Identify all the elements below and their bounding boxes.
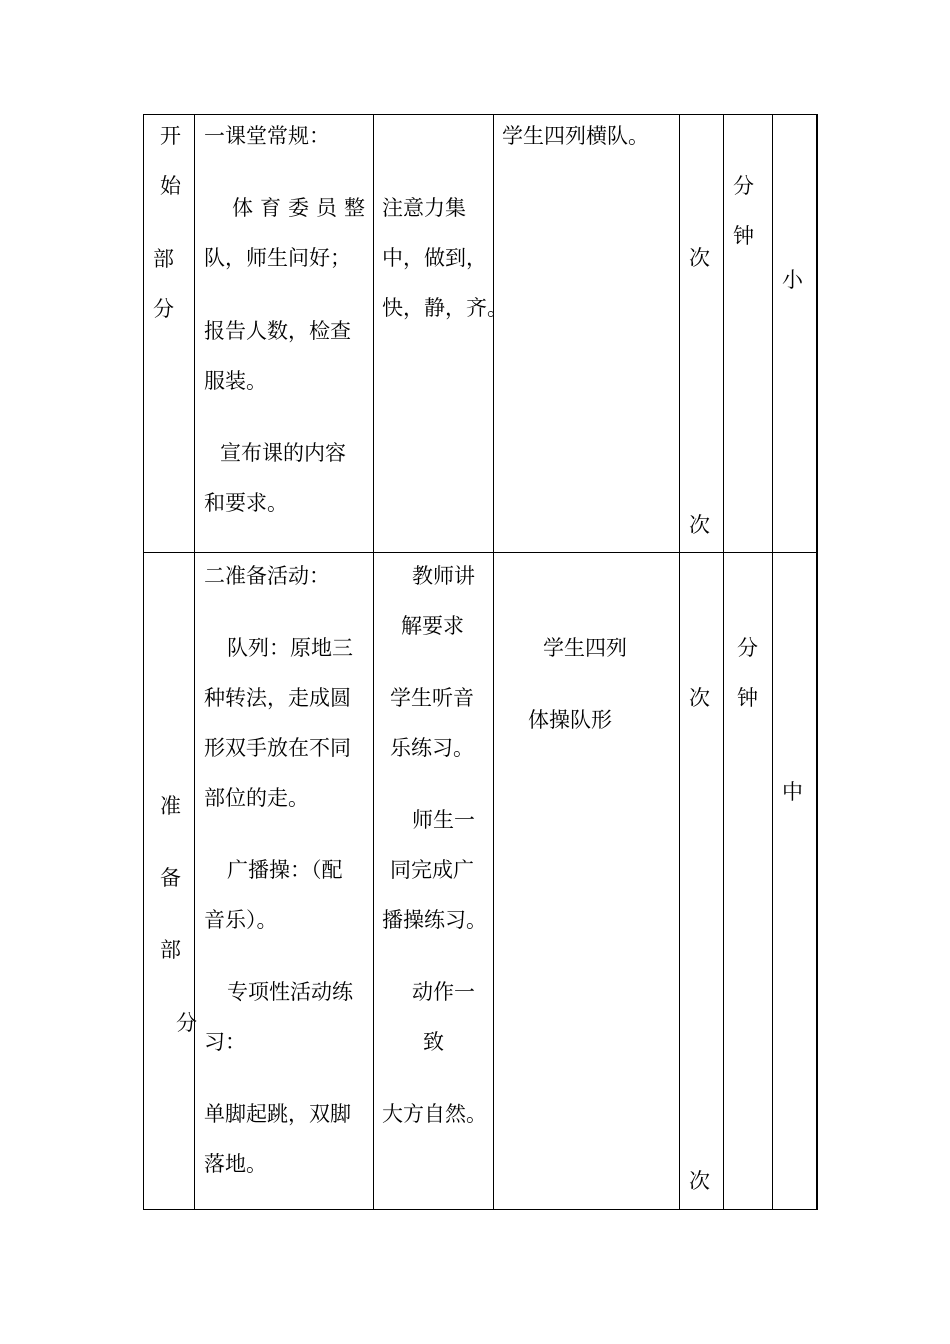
section-char: 部 [153, 247, 174, 271]
requirement-line: 学生听音 [390, 686, 474, 710]
requirement-line: 注意力集 [382, 196, 466, 220]
requirement-line: 中，做到， [382, 246, 487, 270]
content-line: 广播操：（配 [227, 858, 343, 882]
time-char: 钟 [733, 224, 754, 248]
requirement-line: 动作一 [412, 980, 475, 1004]
content-line: 习： [204, 1030, 246, 1054]
requirement-line: 致 [423, 1030, 444, 1054]
content-line: 专项性活动练 [227, 980, 353, 1004]
count-label: 次 [689, 513, 710, 537]
content-line: 队列：原地三 [227, 636, 353, 660]
section-char: 分 [153, 297, 174, 321]
section-char: 始 [160, 174, 181, 198]
requirement-line: 同完成广 [390, 858, 474, 882]
table-border-bottom [143, 1209, 818, 1210]
count-label: 次 [689, 246, 710, 270]
content-line: 落地。 [204, 1152, 267, 1176]
requirement-line: 解要求 [401, 614, 464, 638]
section-char: 分 [176, 1011, 197, 1035]
time-char: 分 [737, 636, 758, 660]
column-divider [373, 114, 374, 1210]
section-char: 开 [160, 124, 181, 148]
requirement-line: 播操练习。 [382, 908, 487, 932]
organization-line: 体操队形 [528, 708, 612, 732]
section-char: 备 [160, 866, 181, 890]
content-line: 单脚起跳，双脚 [204, 1102, 351, 1126]
content-line: 队，师生问好； [204, 246, 351, 270]
column-divider [679, 114, 680, 1210]
table-border-right [816, 114, 818, 1210]
organization-line: 学生四列横队。 [502, 124, 649, 148]
requirement-line: 大方自然。 [382, 1102, 487, 1126]
content-line: 形双手放在不同 [204, 736, 351, 760]
content-line: 一课堂常规： [204, 124, 330, 148]
row-divider [143, 552, 818, 553]
section-char: 准 [160, 794, 181, 818]
requirement-line: 乐练习。 [390, 736, 474, 760]
table-border-top [143, 114, 818, 115]
intensity-label: 中 [782, 780, 803, 804]
requirement-line: 师生一 [412, 808, 475, 832]
requirement-line: 快，静，齐。 [382, 296, 508, 320]
content-line: 宣布课的内容 [220, 441, 346, 465]
lesson-plan-table [143, 114, 818, 1210]
table-border-left [143, 114, 144, 1210]
content-line: 和要求。 [204, 491, 288, 515]
column-divider [493, 114, 494, 1210]
content-line: 种转法，走成圆 [204, 686, 351, 710]
content-line: 二准备活动： [204, 564, 330, 588]
content-line: 服装。 [204, 369, 267, 393]
column-divider [194, 114, 195, 1210]
organization-line: 学生四列 [543, 636, 627, 660]
column-divider [723, 114, 724, 1210]
section-char: 部 [160, 938, 181, 962]
time-char: 分 [733, 174, 754, 198]
content-line: 报告人数，检查 [204, 319, 351, 343]
content-line: 音乐）。 [204, 908, 278, 932]
content-line: 部位的走。 [204, 786, 309, 810]
requirement-line: 教师讲 [412, 564, 475, 588]
content-line: 体 育 委 员 整 [232, 196, 365, 220]
intensity-label: 小 [782, 268, 803, 292]
time-char: 钟 [737, 686, 758, 710]
count-label: 次 [689, 686, 710, 710]
column-divider [772, 114, 773, 1210]
count-label: 次 [689, 1169, 710, 1193]
